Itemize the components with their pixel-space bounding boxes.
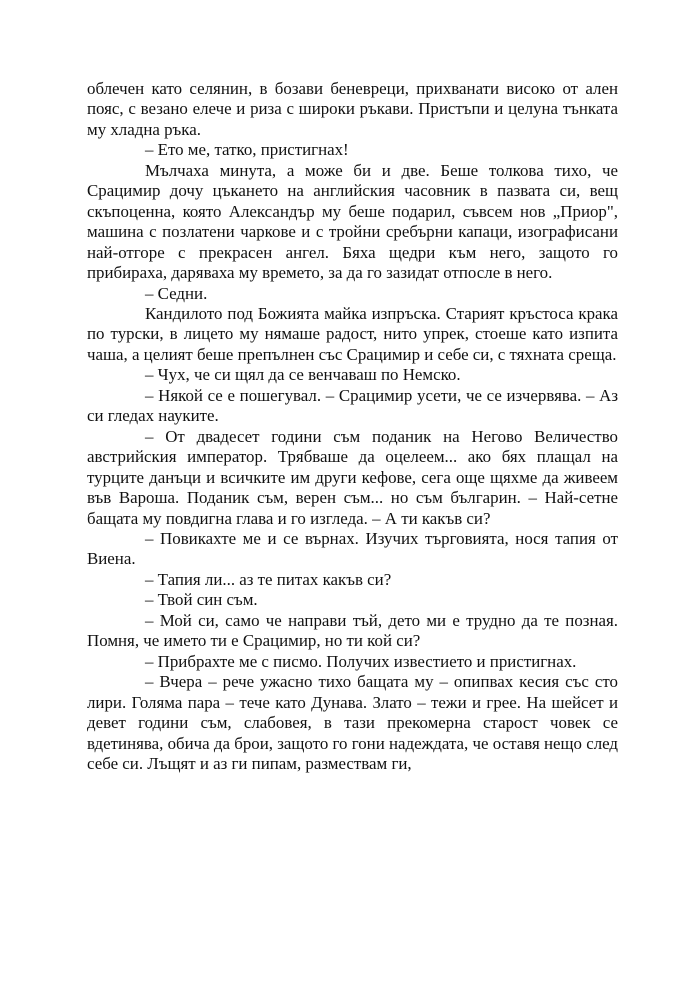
paragraph: – Чух, че си щял да се венчаваш по Немско. [145,365,461,385]
paragraph: – Тапия ли... аз те питах какъв си? [145,569,392,589]
paragraph: – Прибрахте ме с писмо. Получих известието и пристигнах. [145,651,577,671]
paragraph: – Повикахте ме и се върнах. Изучих търговията, нося тапия от Виена. [87,528,618,569]
paragraph: – Мой си, само че направи тъй, дето ми е трудно да те позная. Помня, че името ти е Срацимир, но ти кой си? [87,610,618,651]
paragraph: – От двадесет години съм поданик на Негово Величество австрийския император. Трябваше да оцелеем... ако бях плащал на турците данъци и всичките им други кефове, сега още щяхме да живеем във Вароша. Поданик съм, верен съм... но съм българин. – Най-сетне бащата му повдигна глава и го изгледа. – А ти какъв си? [87,426,618,528]
paragraph: облечен като селянин, в бозави беневреци, прихванати високо от ален пояс, с везано елече и риза с широки ръкави. Пристъпи и целуна тънката му хладна ръка. [87,79,618,139]
paragraph: Мълчаха минута, а може би и две. Беше толкова тихо, че Срацимир дочу цъкането на английския часовник в пазвата си, вещ скъпоценна, която Александър му беше подарил, съвсем нов „Приор", машина с позлатени чаркове и с тройни сребърни капаци, изографисани най-отгоре с прекрасен ангел. Бяха щедри към него, защото го прибираха, даряваха му времето, за да го зазидат отпосле в него. [87,160,618,283]
paragraph: – Някой се е пошегувал. – Срацимир усети, че се изчервява. – Аз си гледах науките. [87,385,618,426]
paragraph: Кандилото под Божията майка изпръска. Старият кръстоса крака по турски, в лицето му нямаше радост, нито упрек, стоеше като изпита чаша, а целият беше препълнен със Срацимир и себе си, с тяхната среща. [87,303,618,364]
paragraph: – Вчера – рече ужасно тихо бащата му – опипвах кесия със сто лири. Голяма пара – тече като Дунава. Злато – тежи и грее. На шейсет и девет години съм, слабовея, в тази прекомерна старост човек се вдетинява, обича да брои, защото го гони надеждата, че оставя нещо след себе си. Лъщят и аз ги пипам, размествам ги, [87,672,618,773]
paragraph: – Седни. [145,283,208,303]
paragraph: – Ето ме, татко, пристигнах! [145,140,349,160]
paragraph: – Твой син съм. [145,590,258,610]
body-text [87,79,618,774]
